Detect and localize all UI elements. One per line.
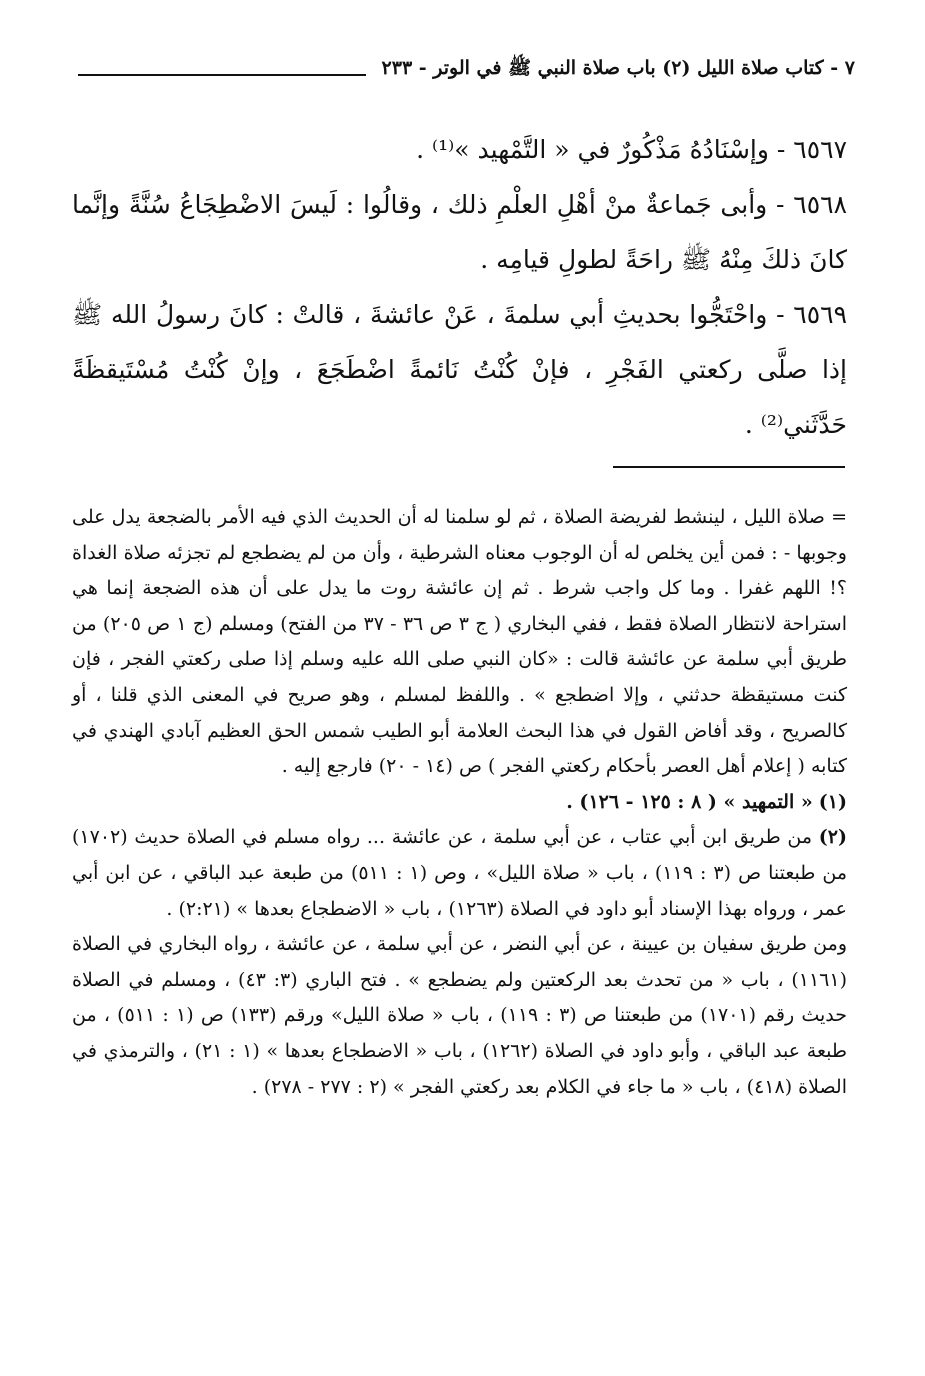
- footnote-1-text: « التمهيد » ( ٨ : ١٢٥ - ١٢٦) .: [566, 790, 813, 813]
- paragraph-6568: ٦٥٦٨ - وأبى جَماعةٌ منْ أهْلِ العلْمِ ذلك ، وقالُوا : لَيسَ الاضْطِجَاعُ سُنَّةً وإنَّما كانَ ذلكَ مِنْهُ ﷺ راحَةً لطولِ قيامِه .: [72, 190, 847, 274]
- footnote-2-continued: ومن طريق سفيان بن عيينة ، عن أبي النضر ، عن أبي سلمة ، عن عائشة ، رواه البخاري في الصلاة (١١٦١) ، باب « من تحدث بعد الركعتين ولم يضطجع » . فتح الباري (٣: ٤٣) ، ومسلم في الصلاة حديث رقم (١٧٠١) من طبعتنا ص (٣ : ١١٩) ، باب « صلاة الليل» ورقم (١٣٣) ص (١ : ٥١١) ، من طبعة عبد الباقي ، وأبو داود في الصلاة (١٢٦٢) ، باب « الاضطجاع بعدها » (١ : ٢١) ، والترمذي في الصلاة (٤١٨) ، باب « ما جاء في الكلام بعد ركعتي الفجر » (٢ : ٢٧٧ - ٢٧٨) .: [72, 933, 848, 1098]
- footnote-2: [72, 820, 847, 927]
- footnote-separator: [613, 466, 845, 468]
- footnote-continuation: = صلاة الليل ، لينشط لفريضة الصلاة ، ثم لو سلمنا له أن الحديث الذي فيه الأمر بالضجعة يدل على وجوبها - : فمن أين يخلص له أن الوجوب معناه الشرطية ، وأن من لم يضطجع لم تجزئه صلاة الغداة ؟! اللهم غفرا . وما كل واجب شرط . ثم إن عائشة روت ما يدل على أن هذه الضجعة إنما هي استراحة لانتظار الصلاة فقط ، ففي البخاري ( ج ٣ ص ٣٦ - ٣٧ من الفتح) ومسلم (ج ١ ص ٢٠٥) من طريق أبي سلمة عن عائشة قالت : «كان النبي صلى الله عليه وسلم إذا صلى ركعتي الفجر ، فإن كنت مستيقظة حدثني ، وإلا اضطجع » . واللفظ لمسلم ، وهو صريح في المعنى الذي قلنا ، أو كالصريح ، وقد أفاض القول في هذا البحث العلامة أبو الطيب شمس الحق العظيم آبادي الهندي في كتابه ( إعلام أهل العصر بأحكام ركعتي الفجر ) ص (١٤ - ٢٠) فارجع إليه .: [72, 506, 848, 778]
- footnotes: [72, 500, 847, 1105]
- footnote-1: [72, 785, 847, 821]
- running-header: [78, 50, 855, 90]
- paragraph-6567: ٦٥٦٧ - وإسْنَادُهُ مَذْكُورٌ في « التَّمْهيد »⁽¹⁾ .: [416, 135, 847, 164]
- footnote-2-number: (٢): [818, 826, 847, 849]
- main-text: [72, 122, 847, 452]
- footnote-1-number: (١): [818, 790, 847, 813]
- header-title: ٧ - كتاب صلاة الليل (٢) باب صلاة النبي ﷺ في الوتر - ٢٣٣: [381, 57, 855, 79]
- paragraph-6569: ٦٥٦٩ - واحْتَجُّوا بحديثِ أبي سلمةَ ، عَنْ عائشةَ ، قالتْ : كانَ رسولُ الله ﷺ إذا صلَّى ركعتي الفَجْرِ ، فإنْ كُنْتُ نَائمةً اضْطَجَعَ ، وإنْ كُنْتُ مُسْتَيقظَةً حَدَّثَني⁽²⁾ .: [72, 300, 847, 439]
- header-rule: [78, 74, 366, 76]
- footnote-2-text: من طريق ابن أبي عتاب ، عن أبي سلمة ، عن عائشة ... رواه مسلم في الصلاة حديث (١٧٠٢) من طبعتنا ص (٣ : ١١٩) ، باب « صلاة الليل» ، وص (١ : ٥١١) من طبعة عبد الباقي ، عن ابن أبي عمر ، ورواه بهذا الإسناد أبو داود في الصلاة (١٢٦٣) ، باب « الاضطجاع بعدها » (٢:٢١) .: [72, 826, 848, 920]
